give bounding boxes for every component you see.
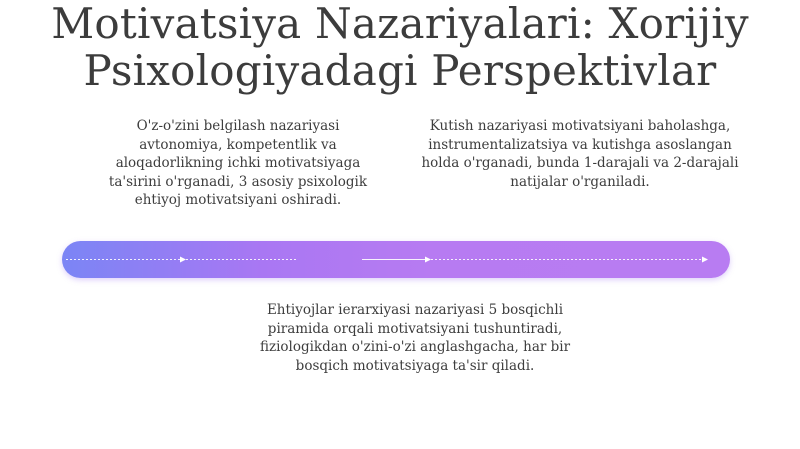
timeline-bar	[62, 241, 730, 278]
hierarchy-of-needs-description: Ehtiyojlar ierarxiyasi nazariyasi 5 bosqichli piramida orqali motivatsiyani tushuntiradi, fiziologikdan o'zini-o'zi anglashgacha, har bir bosqich motivatsiyaga ta'sir qiladi.	[259, 302, 571, 374]
title-line-2: Psixologiyadagi Perspektivlar	[83, 46, 717, 95]
expectancy-description: Kutish nazariyasi motivatsiyani baholashga, instrumentalizatsiya va kutishga asoslangan holda o'rganadi, bunda 1-darajali va 2-darajali natijalar o'rganiladi.	[421, 118, 739, 190]
timeline-connector	[62, 241, 730, 278]
arrow-right-icon	[425, 257, 431, 263]
arrow-right-icon	[180, 257, 186, 263]
title-line-1: Motivatsiya Nazariyalari: Xorijiy	[51, 0, 749, 48]
arrow-right-icon	[702, 257, 708, 263]
page-title	[0, 0, 800, 94]
self-determination-description: O'z-o'zini belgilash nazariyasi avtonomiya, kompetentlik va aloqadorlikning ichki motivatsiyaga ta'sirini o'rganadi, 3 asosiy psixologik ehtiyoj motivatsiyani oshiradi.	[108, 118, 368, 208]
